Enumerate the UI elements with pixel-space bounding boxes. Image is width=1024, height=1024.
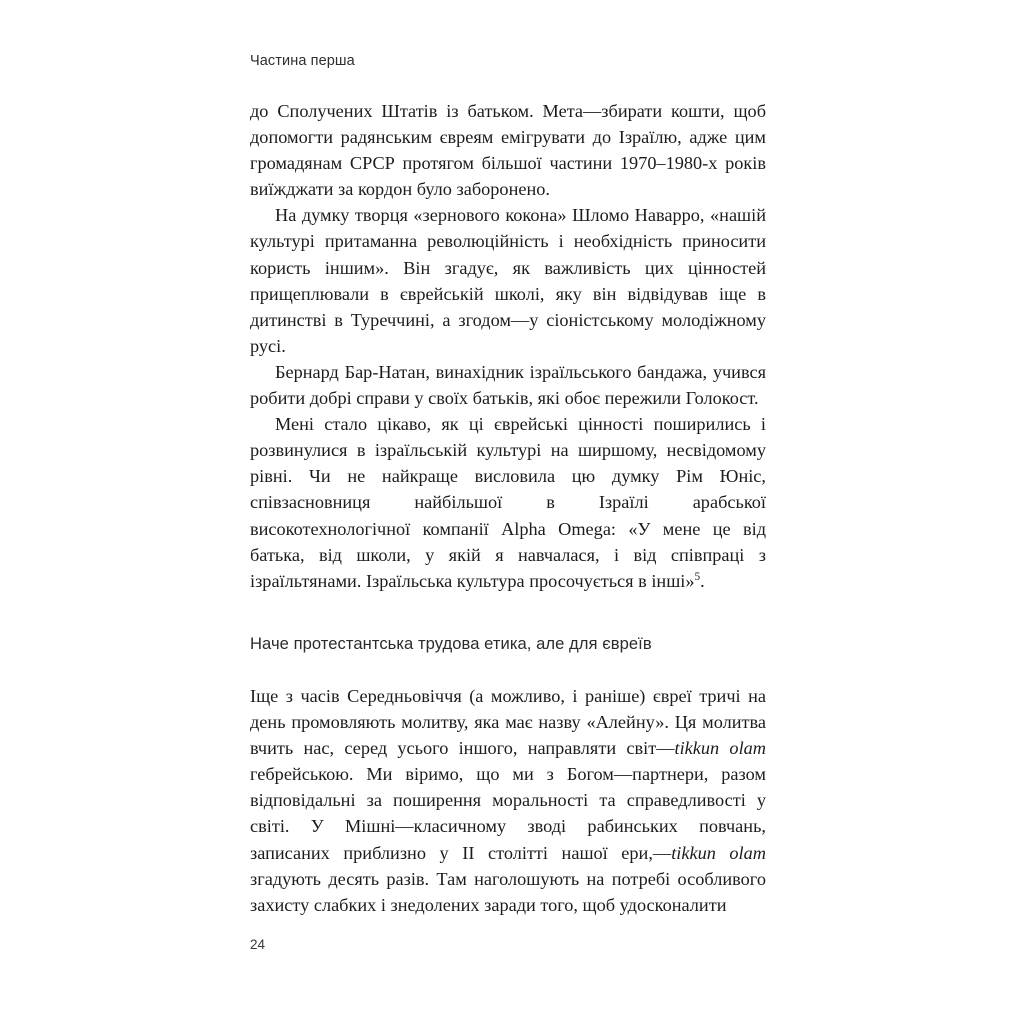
paragraph-1: до Сполучених Штатів із батьком. Мета—збирати кошти, щоб допомогти радянським євреям емігрувати до Ізраїлю, адже цим громадянам СРСР протягом більшої частини 1970–1980-х років виїжджати за кордон було заборонено. xyxy=(250,101,766,200)
body-text-block-after-subheading xyxy=(250,683,766,918)
section-subheading: Наче протестантська трудова етика, але для євреїв xyxy=(250,634,652,653)
italic-term: tikkun olam xyxy=(674,738,766,759)
footnote-marker: 5 xyxy=(694,570,701,583)
paragraph-4: Мені стало цікаво, як ці єврейські цінності поширились і розвинулися в ізраїльській культурі на ширшому, несвідомому рівні. Чи не найкраще висловила цю думку Рім Юніс, співзасновниця найбільшої в Ізраїлі арабської високотехнологічної компанії Alpha Omega: «У мене це від батька, від школи, у якій я навчалася, і від співпраці з ізраїльтянами. Ізраїльська культура просочується в інші»$^5$. xyxy=(250,414,766,591)
italic-term: tikkun olam xyxy=(671,842,766,863)
body-text-block xyxy=(250,98,766,594)
page-number: 24 xyxy=(250,937,266,952)
paragraph-5: Іще з часів Середньовіччя (а можливо, і раніше) євреї тричі на день промовляють молитву, яка має назву «Алейну». Ця молитва вчить нас, серед усього іншого, направляти світ—tikkun olam гебрейською. Ми віримо, що ми з Богом—партнери, разом відповідальні за поширення моральності та справедливості у світі. У Мішні—класичному зводі рабинських повчань, записаних приблизно у II столітті нашої ери,—tikkun olam згадують десять разів. Там наголошують на потребі особливого захисту слабких і знедолених заради того, щоб удосконалити xyxy=(250,686,766,915)
running-header: Частина перша xyxy=(250,53,355,69)
paragraph-2: На думку творця «зернового кокона» Шломо Наварро, «нашій культурі притаманна революційність і необхідність приносити користь іншим». Він згадує, як важливість цих цінностей прищеплювали в єврейській школі, яку він відвідував іще в дитинстві в Туреччині, а згодом—у сіоністському молодіжному русі. xyxy=(250,205,766,356)
paragraph-3: Бернард Бар-Натан, винахідник ізраїльського бандажа, учився робити добрі справи у своїх батьків, які обоє пережили Голокост. xyxy=(250,361,766,409)
